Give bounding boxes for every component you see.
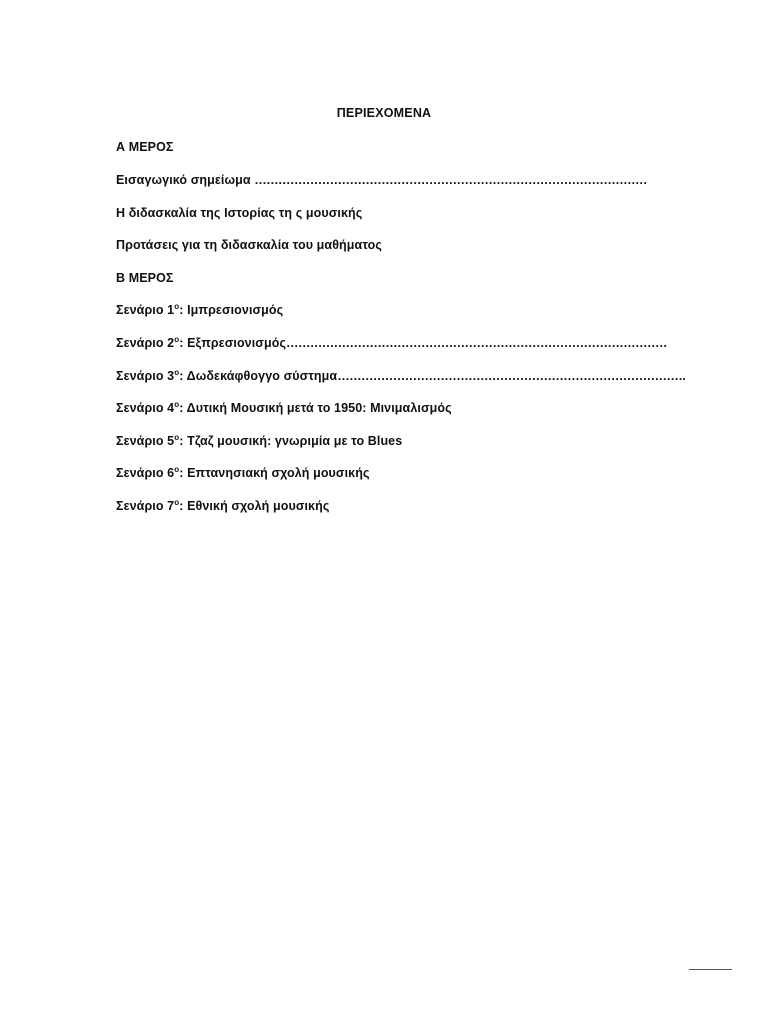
toc-entry-text: Προτάσεις για τη διδασκαλία του μαθήματος xyxy=(116,238,382,252)
ordinal-superscript: ο xyxy=(174,464,180,474)
toc-entry-scenario-1 xyxy=(116,302,283,318)
ordinal-superscript: ο xyxy=(174,497,180,507)
toc-entry-scenario-5 xyxy=(116,433,402,449)
toc-entry-text: Σενάριο 5 xyxy=(116,434,175,448)
toc-entry-title: : Εξπρεσιονισμός xyxy=(179,336,287,350)
toc-entry-title: : Δυτική Μουσική μετά το 1950: Μινιμαλισμός xyxy=(179,401,452,415)
page-title: ΠΕΡΙΕΧΟΜΕΝΑ xyxy=(336,106,432,120)
toc-entry-text: Εισαγωγικό σημείωμα xyxy=(116,173,255,187)
toc-dot-leaders: …………………………………………………………………………………… xyxy=(286,336,667,350)
ordinal-superscript: ο xyxy=(174,334,180,344)
toc-entry-text: Σενάριο 3 xyxy=(116,369,175,383)
toc-entry-scenario-7 xyxy=(116,498,329,514)
toc-dot-leaders: ……………………………………………………………………………. xyxy=(337,369,686,383)
ordinal-superscript: ο xyxy=(174,399,180,409)
toc-entry-introduction xyxy=(116,172,647,188)
toc-entry-text: Σενάριο 7 xyxy=(116,499,175,513)
toc-dot-leaders: ……………………………………………………………………………………… xyxy=(254,173,647,187)
toc-entry-title: : Εθνική σχολή μουσικής xyxy=(179,499,330,513)
toc-entry-text: Σενάριο 4 xyxy=(116,401,175,415)
toc-entry-scenario-2 xyxy=(116,335,667,351)
toc-entry-title: : Ιμπρεσιονισμός xyxy=(179,303,284,317)
toc-section-heading-b xyxy=(116,270,174,286)
toc-entry-scenario-3 xyxy=(116,368,685,384)
toc-entry-scenario-6 xyxy=(116,465,370,481)
ordinal-superscript: ο xyxy=(174,432,180,442)
ordinal-superscript: ο xyxy=(174,301,180,311)
toc-entry-history-teaching xyxy=(116,205,362,221)
toc-entry-text: Σενάριο 2 xyxy=(116,336,175,350)
toc-entry-proposals xyxy=(116,237,382,253)
toc-entry-title: : Τζαζ μουσική: γνωριμία με το Blues xyxy=(179,434,403,448)
footer-divider xyxy=(689,969,732,970)
toc-section-heading-a xyxy=(116,139,174,155)
toc-entry-text: Η διδασκαλία της Ιστορίας τη ς μουσικής xyxy=(116,206,363,220)
ordinal-superscript: ο xyxy=(174,367,180,377)
toc-entry-scenario-4 xyxy=(116,400,452,416)
toc-entry-text: Β ΜΕΡΟΣ xyxy=(116,271,174,285)
toc-entry-text: Σενάριο 1 xyxy=(116,303,175,317)
toc-entry-title: : Επτανησιακή σχολή μουσικής xyxy=(179,466,370,480)
toc-entry-title: : Δωδεκάφθογγο σύστημα xyxy=(179,369,338,383)
toc-entry-text: Α ΜΕΡΟΣ xyxy=(116,140,174,154)
toc-entry-text: Σενάριο 6 xyxy=(116,466,175,480)
